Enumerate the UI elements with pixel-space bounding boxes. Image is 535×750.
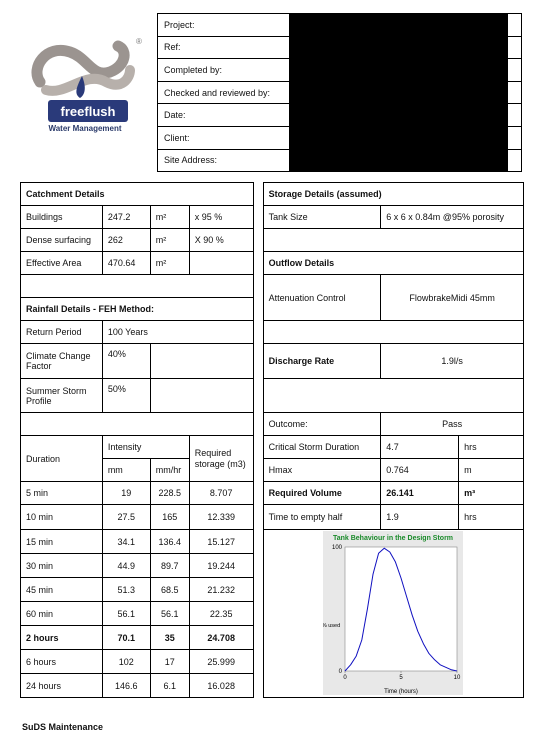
storm-required: 15.127	[189, 530, 253, 554]
critical-unit: hrs	[459, 436, 524, 459]
storm-duration: 5 min	[21, 482, 103, 505]
table-row	[21, 436, 524, 459]
header-label: Completed by:	[158, 59, 290, 82]
storm-mmhr: 165	[150, 505, 189, 530]
header-edge-cell	[508, 59, 522, 82]
storm-required: 25.999	[189, 650, 253, 674]
storm-required: 19.244	[189, 554, 253, 578]
chart-title: Tank Behaviour in the Design Storm	[333, 534, 454, 542]
empty-cell	[263, 379, 523, 413]
climate-value: 40%	[102, 344, 150, 379]
header-label: Checked and reviewed by:	[158, 81, 290, 104]
intensity-header: Intensity	[102, 436, 189, 459]
empty-cell	[150, 379, 253, 413]
y-tick-label: 100	[332, 544, 343, 551]
storm-mm: 34.1	[102, 530, 150, 554]
header-row-project	[158, 14, 522, 37]
empty-cell	[150, 344, 253, 379]
storm-required: 12.339	[189, 505, 253, 530]
outcome-label: Outcome:	[263, 413, 381, 436]
storm-mmhr: 89.7	[150, 554, 189, 578]
table-row	[21, 321, 524, 344]
tank-label: Tank Size	[263, 206, 381, 229]
chart-ylabel: % used	[323, 622, 341, 629]
catchment-factor	[189, 252, 253, 275]
storm-mm: 27.5	[102, 505, 150, 530]
header-edge-cell	[508, 104, 522, 127]
table-row	[21, 344, 524, 379]
x-tick-label: 5	[399, 674, 403, 681]
catchment-unit: m²	[150, 206, 189, 229]
hmax-unit: m	[459, 459, 524, 482]
storm-mm: 146.6	[102, 674, 150, 698]
empty-cell	[21, 275, 254, 298]
catchment-label: Effective Area	[21, 252, 103, 275]
hmax-label: Hmax	[263, 459, 381, 482]
header-edge-cell	[508, 81, 522, 104]
logo-brand-text: freeflush	[60, 104, 116, 119]
header-edge-cell	[508, 14, 522, 37]
calculation-table	[20, 182, 524, 698]
outcome-value: Pass	[381, 413, 524, 436]
required-volume-value: 26.141	[381, 482, 459, 505]
storm-mmhr: 17	[150, 650, 189, 674]
empty-cell	[263, 321, 523, 344]
storm-mmhr: 136.4	[150, 530, 189, 554]
discharge-label: Discharge Rate	[263, 344, 381, 379]
catchment-title: Catchment Details	[21, 183, 254, 206]
tank-chart-cell	[263, 530, 523, 698]
mmhr-header: mm/hr	[150, 459, 189, 482]
table-row	[21, 229, 524, 252]
catchment-unit: m²	[150, 252, 189, 275]
storm-duration: 30 min	[21, 554, 103, 578]
header-edge-cell	[508, 149, 522, 172]
storm-mm: 102	[102, 650, 150, 674]
storm-required: 8.707	[189, 482, 253, 505]
storm-mmhr: 68.5	[150, 578, 189, 602]
required-volume-label: Required Volume	[263, 482, 381, 505]
storm-mm: 19	[102, 482, 150, 505]
project-header-table	[157, 13, 522, 172]
header-label: Project:	[158, 14, 290, 37]
storm-mm: 70.1	[102, 626, 150, 650]
header-label: Date:	[158, 104, 290, 127]
storm-duration: 24 hours	[21, 674, 103, 698]
storm-mm: 51.3	[102, 578, 150, 602]
attenuation-value: FlowbrakeMidi 45mm	[381, 275, 524, 321]
column-gap	[253, 183, 263, 698]
duration-header: Duration	[21, 436, 103, 482]
storm-mmhr: 6.1	[150, 674, 189, 698]
table-row	[21, 252, 524, 275]
storm-required: 24.708	[189, 626, 253, 650]
hmax-value: 0.764	[381, 459, 459, 482]
chart-plot-area	[345, 547, 457, 671]
critical-value: 4.7	[381, 436, 459, 459]
header-label: Site Address:	[158, 149, 290, 172]
empty-half-label: Time to empty half	[263, 505, 381, 530]
header-label: Ref:	[158, 36, 290, 59]
storm-mmhr: 56.1	[150, 602, 189, 626]
header-label: Client:	[158, 126, 290, 149]
logo-subtitle: Water Management	[48, 124, 122, 133]
x-tick-label: 10	[453, 674, 461, 681]
header-edge-cell	[508, 126, 522, 149]
mm-header: mm	[102, 459, 150, 482]
storm-required: 22.35	[189, 602, 253, 626]
empty-half-unit: hrs	[459, 505, 524, 530]
catchment-value: 247.2	[102, 206, 150, 229]
catchment-value: 262	[102, 229, 150, 252]
catchment-factor: x 95 %	[189, 206, 253, 229]
storm-duration: 6 hours	[21, 650, 103, 674]
x-tick-label: 0	[343, 674, 347, 681]
rainfall-title: Rainfall Details - FEH Method:	[21, 298, 254, 321]
empty-cell	[21, 413, 254, 436]
freeflush-logo-icon	[26, 30, 146, 130]
storm-row	[21, 482, 524, 505]
storm-row	[21, 530, 524, 554]
storm-row	[21, 505, 524, 530]
catchment-value: 470.64	[102, 252, 150, 275]
attenuation-label: Attenuation Control	[263, 275, 381, 321]
storm-duration: 60 min	[21, 602, 103, 626]
table-row	[21, 379, 524, 413]
registered-mark: ®	[136, 37, 142, 46]
critical-label: Critical Storm Duration	[263, 436, 381, 459]
return-period-value: 100 Years	[102, 321, 253, 344]
catchment-label: Dense surfacing	[21, 229, 103, 252]
required-volume-unit: m³	[459, 482, 524, 505]
table-row	[21, 183, 524, 206]
suds-maintenance-heading: SuDS Maintenance	[22, 722, 104, 732]
y-tick-label: 0	[338, 668, 343, 675]
empty-half-value: 1.9	[381, 505, 459, 530]
tank-value: 6 x 6 x 0.84m @95% porosity	[381, 206, 524, 229]
return-period-label: Return Period	[21, 321, 103, 344]
table-row	[21, 275, 524, 298]
header-edge-cell	[508, 36, 522, 59]
catchment-unit: m²	[150, 229, 189, 252]
storm-duration: 10 min	[21, 505, 103, 530]
storm-mm: 44.9	[102, 554, 150, 578]
table-row	[21, 413, 524, 436]
catchment-label: Buildings	[21, 206, 103, 229]
chart-xlabel: Time (hours)	[384, 688, 419, 695]
redacted-block	[290, 14, 508, 172]
storm-duration: 45 min	[21, 578, 103, 602]
storm-required: 21.232	[189, 578, 253, 602]
storm-duration: 2 hours	[21, 626, 103, 650]
storm-mm: 56.1	[102, 602, 150, 626]
tank-behaviour-chart	[323, 531, 463, 695]
storm-mmhr: 228.5	[150, 482, 189, 505]
required-storage-header: Required storage (m3)	[189, 436, 253, 482]
summer-label: Summer Storm Profile	[21, 379, 103, 413]
storm-required: 16.028	[189, 674, 253, 698]
discharge-value: 1.9l/s	[381, 344, 524, 379]
storage-title: Storage Details (assumed)	[263, 183, 523, 206]
storm-mmhr: 35	[150, 626, 189, 650]
summer-value: 50%	[102, 379, 150, 413]
outflow-title: Outflow Details	[263, 252, 523, 275]
empty-cell	[263, 229, 523, 252]
climate-label: Climate Change Factor	[21, 344, 103, 379]
table-row	[21, 206, 524, 229]
storm-duration: 15 min	[21, 530, 103, 554]
catchment-factor: X 90 %	[189, 229, 253, 252]
